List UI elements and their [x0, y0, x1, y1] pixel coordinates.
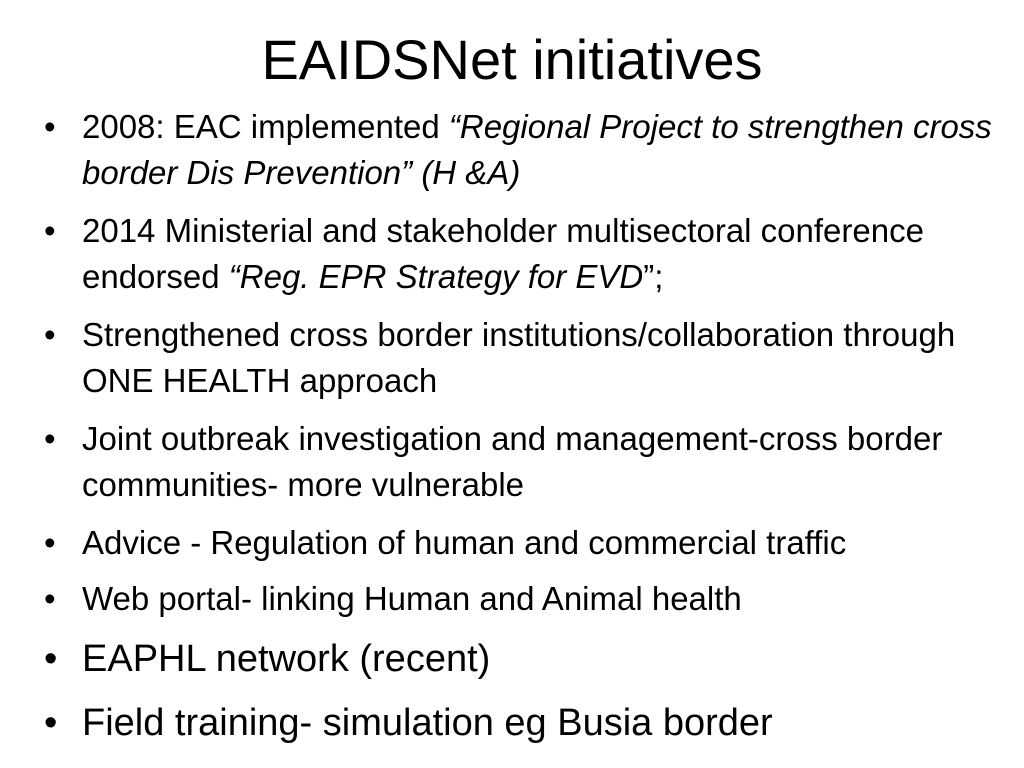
bullet-text: Web portal- linking Human and Animal health [82, 580, 742, 617]
bullet-text-suffix: ”; [643, 258, 664, 295]
bullet-item-one-health [44, 312, 1014, 404]
bullet-glyph: • [44, 638, 58, 680]
bullet-item-eaphl [44, 634, 1014, 684]
bullet-text-plain: 2008: EAC implemented [82, 108, 449, 145]
bullet-item-web-portal [44, 576, 1014, 622]
bullet-text: Advice - Regulation of human and commercial traffic [82, 524, 847, 561]
bullet-item-field-training [44, 698, 1014, 748]
bullet-glyph: • [44, 108, 56, 145]
bullet-text: Field training- simulation eg Busia border [82, 702, 773, 744]
bullet-item-advice [44, 520, 1014, 566]
bullet-text: Joint outbreak investigation and management-cross border communities- more vulnerable [82, 420, 943, 503]
bullet-glyph: • [44, 420, 56, 457]
bullet-glyph: • [44, 702, 58, 744]
bullet-text-plain: 2014 Ministerial and stakeholder multisectoral conference endorsed [82, 212, 924, 295]
bullet-glyph: • [44, 316, 56, 353]
bullet-item-2014 [44, 208, 1014, 300]
bullet-glyph: • [44, 524, 56, 561]
bullet-glyph: • [44, 580, 56, 617]
slide-title: EAIDSNet initiatives [261, 28, 763, 91]
bullet-item-joint-outbreak [44, 416, 1014, 508]
bullet-text-italic: “Reg. EPR Strategy for EVD [228, 258, 644, 295]
bullet-text: EAPHL network (recent) [82, 638, 491, 680]
bullet-glyph: • [44, 212, 56, 249]
bullet-item-2008 [44, 104, 1014, 196]
bullet-list [44, 104, 1014, 762]
bullet-text: Strengthened cross border institutions/collaboration through ONE HEALTH approach [82, 316, 956, 399]
bullet-text-italic: “Regional Project to strengthen cross border Dis Prevention” (H &A) [82, 108, 992, 191]
